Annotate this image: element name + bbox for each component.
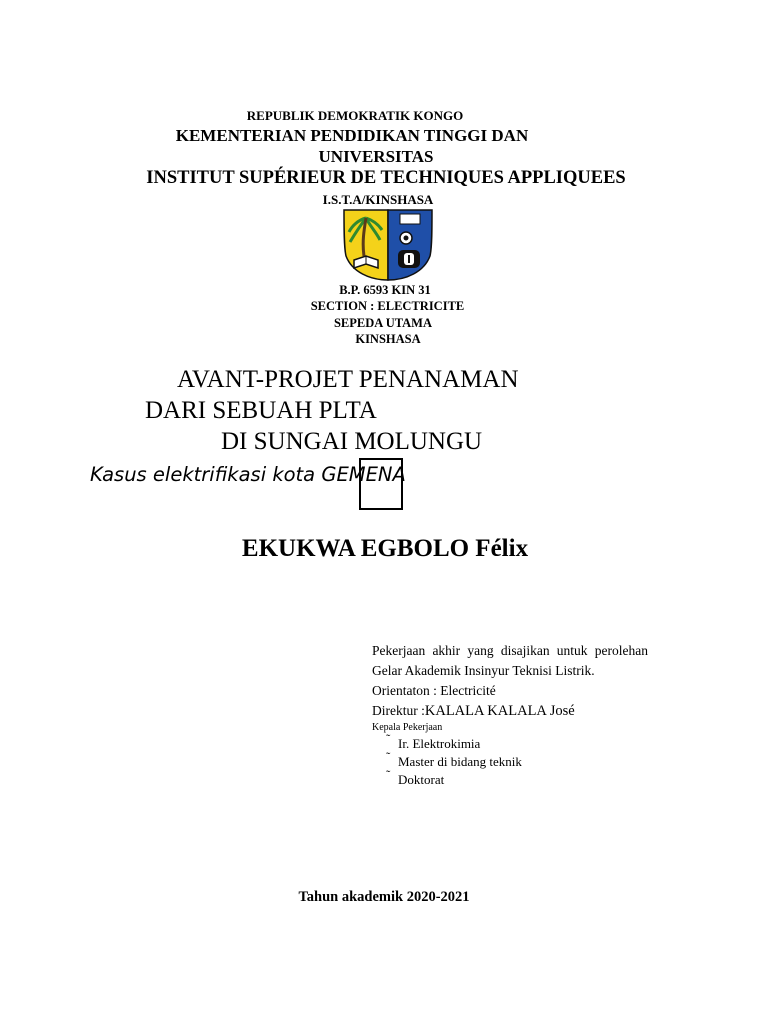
tilde-mark: ˜: [386, 731, 391, 746]
director-line: [372, 701, 648, 721]
section-label: SECTION : ELECTRICITE: [310, 299, 465, 313]
rank-text: Ir. Elektrokimia: [398, 736, 481, 751]
postal-box: B.P. 6593 KIN 31: [339, 283, 431, 297]
list-item: [386, 731, 648, 753]
city-label: KINSHASA: [355, 332, 421, 346]
rank-list: [372, 731, 648, 789]
title-line-1: AVANT-PROJET PENANAMAN: [177, 366, 519, 393]
country-heading: REPUBLIK DEMOKRATIK KONGO: [246, 108, 464, 123]
text-cursor-box: [359, 458, 403, 510]
tilde-mark: ˜: [386, 749, 391, 764]
sepeda-label: SEPEDA UTAMA: [333, 316, 433, 330]
submission-paragraph: Pekerjaan akhir yang disajikan untuk perolehan Gelar Akademik Insinyur Teknisi Listrik.: [372, 643, 648, 678]
director-name: KALALA KALALA José: [424, 703, 575, 719]
institute-short-name: I.S.T.A/KINSHASA: [322, 192, 434, 207]
head-of-work-label: Kepala Pekerjaan: [372, 722, 443, 733]
director-prefix: Direktur :: [372, 703, 425, 718]
submission-description: [372, 641, 648, 789]
orientation-line: Orientaton : Electricité: [372, 683, 496, 698]
ministry-heading-line2: UNIVERSITAS: [318, 147, 434, 166]
list-item: [386, 767, 648, 789]
tilde-mark: ˜: [386, 767, 391, 782]
academic-year: Tahun akademik 2020-2021: [298, 889, 470, 905]
subtitle: Kasus elektrifikasi kota GEMENA: [90, 463, 406, 486]
list-item: [386, 749, 648, 771]
author-name: EKUKWA EGBOLO Félix: [241, 535, 529, 562]
title-line-3: DI SUNGAI MOLUNGU: [221, 428, 483, 455]
institution-crest-icon: [340, 208, 436, 284]
institute-heading: INSTITUT SUPÉRIEUR DE TECHNIQUES APPLIQUEES: [146, 168, 626, 188]
rank-text: Master di bidang teknik: [398, 754, 522, 769]
rank-text: Doktorat: [398, 772, 445, 787]
ministry-heading-line1: KEMENTERIAN PENDIDIKAN TINGGI DAN: [175, 126, 529, 145]
title-line-2: DARI SEBUAH PLTA: [145, 397, 377, 424]
